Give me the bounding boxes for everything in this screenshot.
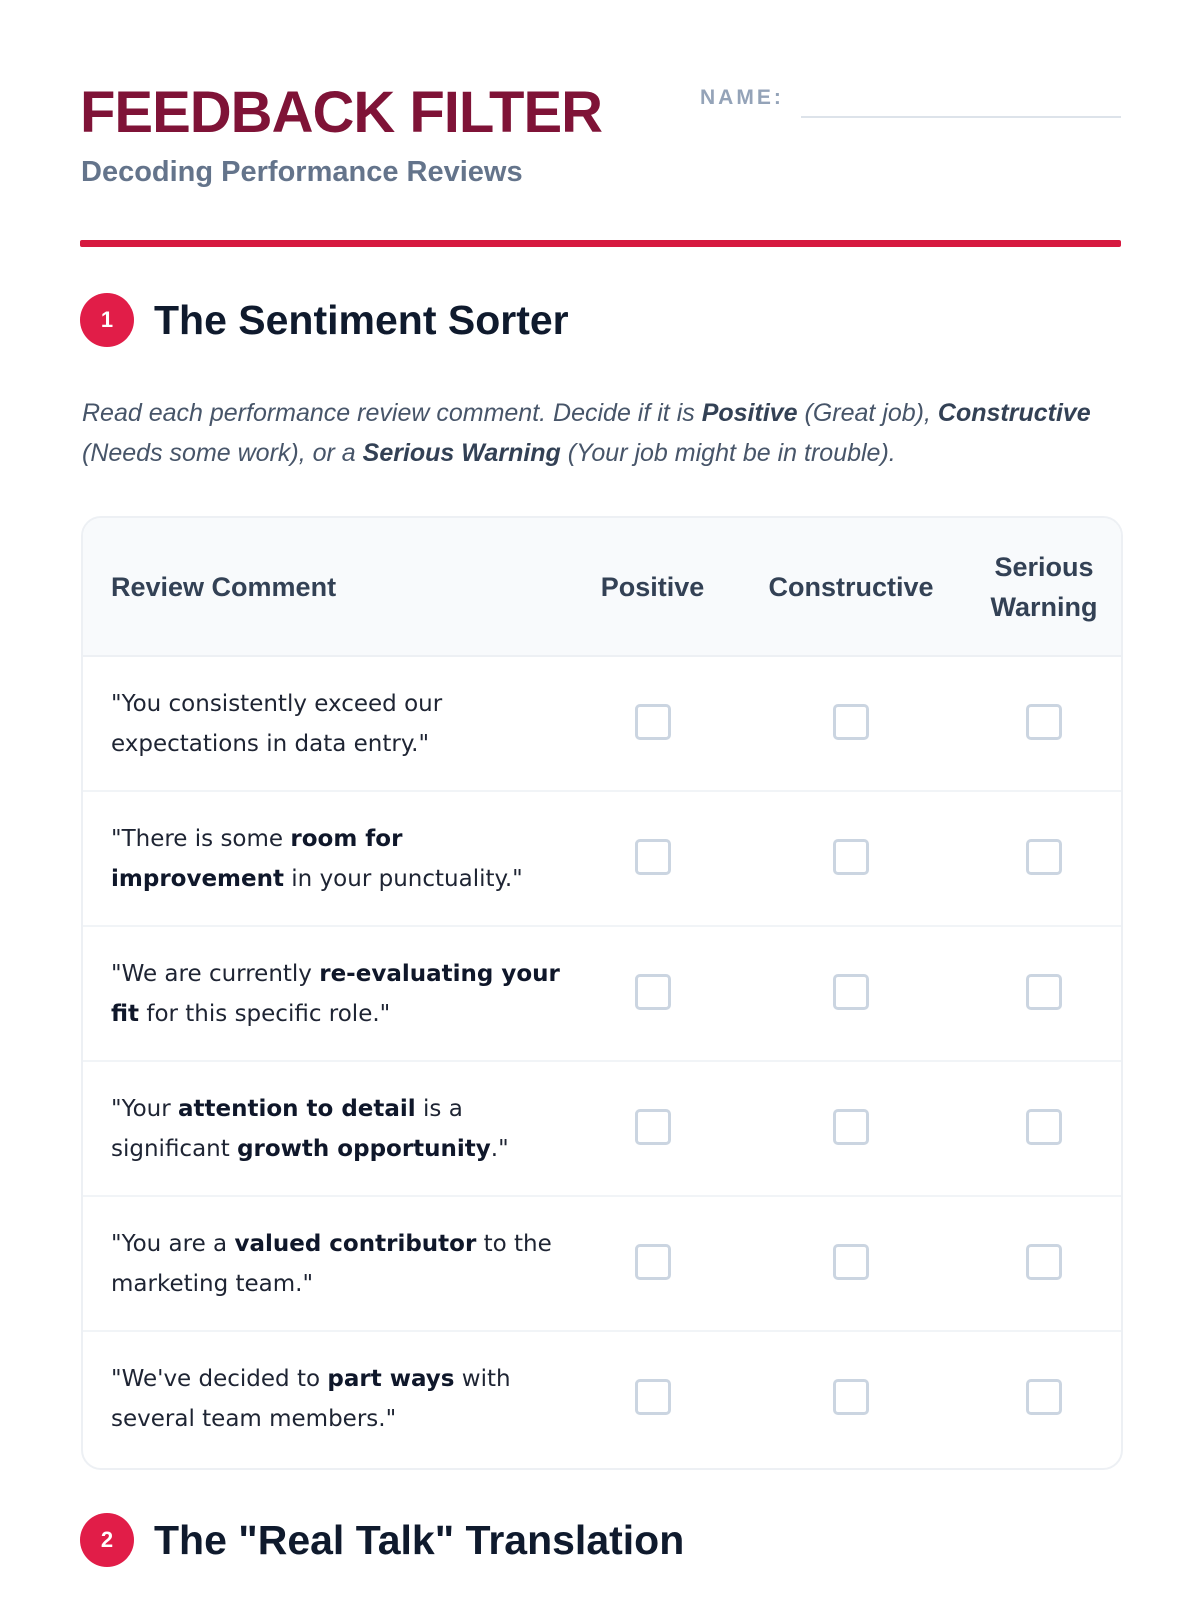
positive-checkbox[interactable] [635, 1379, 671, 1415]
checkbox-cell [967, 1196, 1121, 1331]
checkbox-cell [570, 1196, 735, 1331]
checkbox-cell [735, 1331, 967, 1466]
column-header-constructive: Constructive [735, 518, 967, 656]
checkbox-cell [570, 1061, 735, 1196]
serious-warning-checkbox[interactable] [1026, 1109, 1062, 1145]
text-segment: for this specific role." [139, 1000, 391, 1027]
checkbox-cell [967, 656, 1121, 791]
checkbox-cell [967, 926, 1121, 1061]
constructive-checkbox[interactable] [833, 704, 869, 740]
checkbox-cell [735, 1196, 967, 1331]
checkbox-cell [735, 791, 967, 926]
checkbox-cell [735, 656, 967, 791]
emphasis-text: growth opportunity [237, 1135, 491, 1162]
constructive-checkbox[interactable] [833, 974, 869, 1010]
serious-warning-checkbox[interactable] [1026, 974, 1062, 1010]
text-segment: in your punctuality." [283, 865, 523, 892]
emphasis-text: room for improvement [111, 825, 403, 892]
text-segment: (Great job), [797, 399, 938, 427]
worksheet-subtitle: Decoding Performance Reviews [81, 156, 523, 188]
text-segment: "You are a [111, 1230, 235, 1257]
emphasis-text: valued contributor [234, 1230, 477, 1257]
text-segment: to the marketing team." [111, 1230, 552, 1297]
table-row [83, 1196, 1121, 1331]
emphasis-text: Serious Warning [362, 439, 561, 467]
column-header-serious-warning-label: Serious Warning [990, 551, 1098, 622]
emphasis-text: part ways [327, 1366, 455, 1392]
column-header-comment: Review Comment [83, 518, 570, 656]
name-field[interactable] [801, 116, 1121, 118]
sentiment-table [81, 516, 1123, 1470]
positive-checkbox[interactable] [635, 839, 671, 875]
text-segment: with several team members." [111, 1366, 511, 1432]
emphasis-text: Constructive [937, 399, 1091, 427]
text-segment: Read each performance review comment. Decide if it is [82, 399, 702, 427]
section-title: The "Real Talk" Translation [154, 1516, 685, 1563]
text-segment: "We are currently [111, 960, 320, 987]
emphasis-text: re-evaluating your fit [111, 960, 560, 1027]
text-segment: "You consistently exceed our expectations in data entry." [111, 690, 443, 757]
header-divider [80, 240, 1121, 247]
column-header-serious-warning [967, 518, 1121, 656]
checkbox-cell [967, 1331, 1121, 1466]
section-2-heading [80, 1513, 684, 1567]
text-segment: ." [490, 1135, 509, 1162]
review-comment [83, 1196, 570, 1331]
text-segment: "We've decided to [111, 1366, 328, 1392]
section-title: The Sentiment Sorter [154, 296, 569, 343]
checkbox-cell [570, 926, 735, 1061]
checkbox-cell [967, 791, 1121, 926]
column-header-positive: Positive [570, 518, 735, 656]
constructive-checkbox[interactable] [833, 1244, 869, 1280]
review-comment [83, 656, 570, 791]
constructive-checkbox[interactable] [833, 1379, 869, 1415]
positive-checkbox[interactable] [635, 1109, 671, 1145]
checkbox-cell [735, 1061, 967, 1196]
table-row [83, 656, 1121, 791]
positive-checkbox[interactable] [635, 1244, 671, 1280]
table-row [83, 1331, 1121, 1466]
serious-warning-checkbox[interactable] [1026, 704, 1062, 740]
checkbox-cell [735, 926, 967, 1061]
checkbox-cell [570, 656, 735, 791]
checkbox-cell [967, 1061, 1121, 1196]
table-row [83, 1061, 1121, 1196]
emphasis-text: attention to detail [178, 1095, 416, 1122]
serious-warning-checkbox[interactable] [1026, 839, 1062, 875]
review-comment [83, 926, 570, 1061]
text-segment: (Needs some work), or a [82, 439, 363, 467]
constructive-checkbox[interactable] [833, 1109, 869, 1145]
positive-checkbox[interactable] [635, 974, 671, 1010]
checkbox-cell [570, 1331, 735, 1466]
positive-checkbox[interactable] [635, 704, 671, 740]
text-segment: is a significant [111, 1095, 463, 1162]
worksheet-title: FEEDBACK FILTER [80, 80, 603, 145]
text-segment: "Your [111, 1095, 178, 1122]
text-segment: (Your job might be in trouble). [560, 439, 896, 467]
section-number-badge: 2 [80, 1513, 134, 1567]
review-comment [83, 1331, 570, 1466]
serious-warning-checkbox[interactable] [1026, 1379, 1062, 1415]
table-header-row [83, 518, 1121, 656]
name-label: NAME: [700, 86, 784, 109]
checkbox-cell [570, 791, 735, 926]
constructive-checkbox[interactable] [833, 839, 869, 875]
review-comment [83, 791, 570, 926]
table-row [83, 926, 1121, 1061]
serious-warning-checkbox[interactable] [1026, 1244, 1062, 1280]
text-segment: "There is some [111, 825, 291, 852]
table-row [83, 791, 1121, 926]
section-number-badge: 1 [80, 293, 134, 347]
instructions-text [82, 393, 1142, 473]
section-1-heading [80, 293, 569, 347]
emphasis-text: Positive [701, 399, 798, 427]
review-comment [83, 1061, 570, 1196]
